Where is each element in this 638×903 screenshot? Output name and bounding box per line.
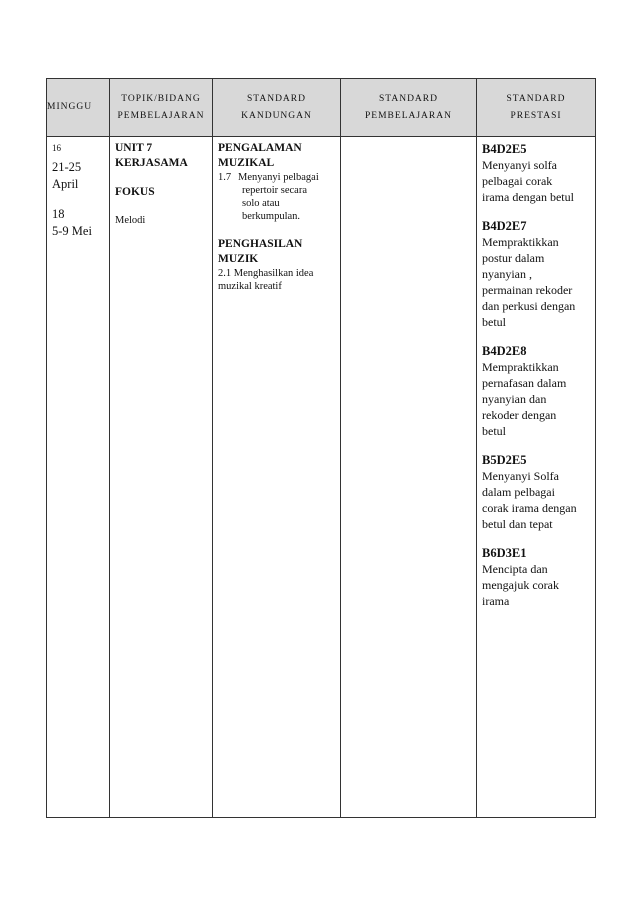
week-number-2: 18	[52, 207, 65, 221]
prestasi-description-line: permainan rekoder	[482, 283, 573, 297]
header-standard-prestasi	[477, 79, 596, 137]
prestasi-description-line: nyanyian dan	[482, 392, 547, 406]
unit-label: UNIT 7	[115, 142, 153, 154]
kandungan-item-1-line3: solo atau	[242, 198, 280, 209]
prestasi-description-line: Mencipta dan	[482, 562, 548, 576]
week-month-1: April	[52, 177, 79, 191]
week-dates-2: 5-9 Mei	[52, 224, 92, 238]
prestasi-description-line: postur dalam	[482, 251, 545, 265]
cell-standard-pembelajaran	[341, 137, 477, 818]
prestasi-item	[482, 141, 591, 205]
prestasi-description-line: betul	[482, 424, 506, 438]
header-minggu: MINGGU	[47, 79, 110, 137]
prestasi-description-line: betul	[482, 315, 506, 329]
cell-topik	[110, 137, 213, 818]
header-standard-pembelajaran	[341, 79, 477, 137]
kandungan-heading-1-line1: PENGALAMAN	[218, 142, 302, 154]
prestasi-description-line: Mempraktikkan	[482, 235, 559, 249]
kandungan-heading-2-line2: MUZIK	[218, 253, 259, 265]
prestasi-description-line: dalam pelbagai	[482, 485, 555, 499]
week-number-1: 16	[52, 143, 61, 153]
prestasi-code: B4D2E5	[482, 142, 527, 156]
kandungan-item-1-line2: repertoir secara	[242, 185, 307, 196]
prestasi-description-line: pernafasan dalam	[482, 376, 567, 390]
prestasi-item	[482, 218, 591, 330]
header-standard-kandungan	[213, 79, 341, 137]
kandungan-item-2-line2: muzikal kreatif	[218, 281, 282, 292]
kandungan-item-2-line1: 2.1 Menghasilkan idea	[218, 268, 314, 279]
prestasi-list	[477, 137, 595, 609]
kandungan-item-1-number: 1.7	[218, 172, 232, 183]
header-sp-line2: PEMBELAJARAN	[365, 110, 452, 121]
header-row	[47, 79, 596, 137]
prestasi-description-line: corak irama dengan	[482, 501, 577, 515]
header-topik	[110, 79, 213, 137]
prestasi-description-line: nyanyian ,	[482, 267, 532, 281]
content-row	[47, 137, 596, 818]
prestasi-code: B5D2E5	[482, 453, 527, 467]
header-spr-line2: PRESTASI	[510, 110, 562, 121]
cell-standard-kandungan	[213, 137, 341, 818]
prestasi-item	[482, 545, 591, 609]
week-dates-1: 21-25	[52, 160, 82, 174]
prestasi-item	[482, 452, 591, 532]
unit-title: KERJASAMA	[115, 157, 188, 169]
prestasi-code: B4D2E7	[482, 219, 527, 233]
prestasi-description-line: irama	[482, 594, 510, 608]
prestasi-description-line: Menyanyi Solfa	[482, 469, 559, 483]
header-topik-line1: TOPIK/BIDANG	[121, 93, 201, 104]
prestasi-code: B6D3E1	[482, 546, 527, 560]
cell-standard-prestasi	[477, 137, 596, 818]
fokus-value: Melodi	[115, 215, 146, 226]
header-topik-line2: PEMBELAJARAN	[117, 110, 205, 121]
prestasi-description-line: mengajuk corak	[482, 578, 559, 592]
prestasi-description-line: Mempraktikkan	[482, 360, 559, 374]
lesson-plan-table	[46, 78, 596, 818]
kandungan-item-1-line4: berkumpulan.	[242, 211, 301, 222]
fokus-label: FOKUS	[115, 186, 155, 198]
prestasi-description-line: dan perkusi dengan	[482, 299, 576, 313]
header-spr-line1: STANDARD	[506, 93, 566, 104]
prestasi-item	[482, 343, 591, 439]
header-sp-line1: STANDARD	[379, 93, 438, 104]
prestasi-description-line: pelbagai corak	[482, 174, 553, 188]
kandungan-item-1-line1: Menyanyi pelbagai	[238, 172, 319, 183]
prestasi-description-line: betul dan tepat	[482, 517, 553, 531]
kandungan-item-1	[218, 171, 336, 223]
kandungan-heading-1-line2: MUZIKAL	[218, 157, 275, 169]
header-sk-line1: STANDARD	[247, 93, 306, 104]
prestasi-description-line: rekoder dengan	[482, 408, 557, 422]
kandungan-heading-2-line1: PENGHASILAN	[218, 238, 303, 250]
header-sk-line2: KANDUNGAN	[241, 110, 312, 121]
prestasi-description-line: Menyanyi solfa	[482, 158, 557, 172]
cell-minggu	[47, 137, 110, 818]
prestasi-code: B4D2E8	[482, 344, 527, 358]
prestasi-description-line: irama dengan betul	[482, 190, 574, 204]
